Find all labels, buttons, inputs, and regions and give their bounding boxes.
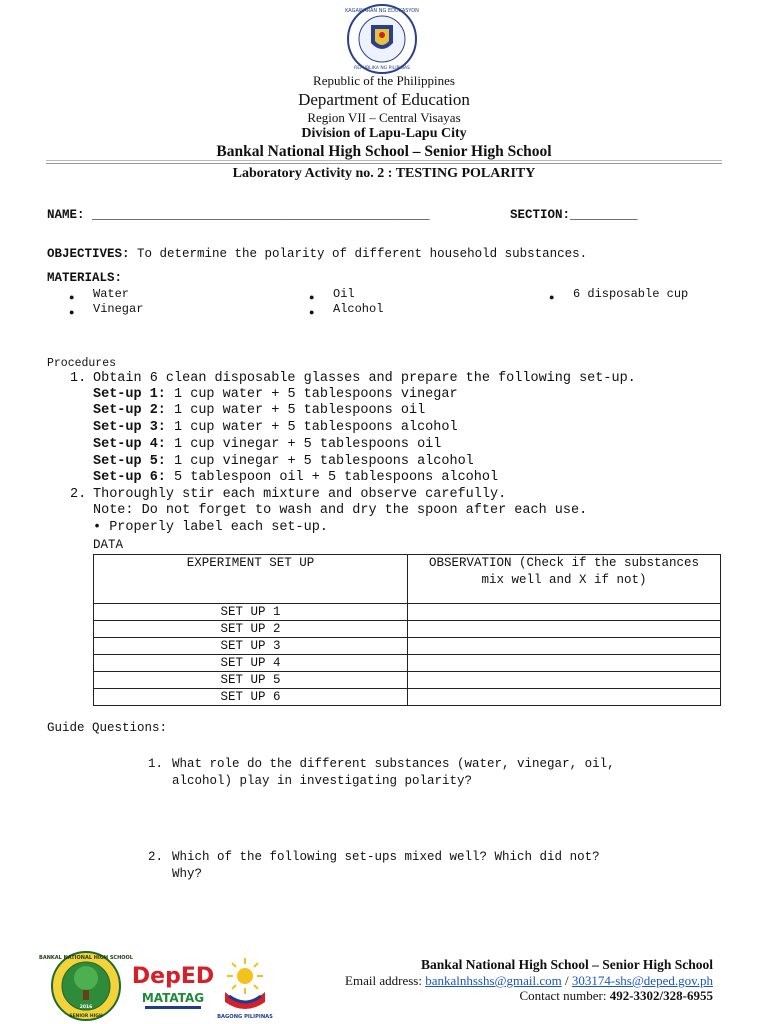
table-cell-setup: SET UP 3 [94,638,408,655]
material-item: 6 disposable cup [573,287,689,301]
svg-text:BANKAL NATIONAL HIGH SCHOOL: BANKAL NATIONAL HIGH SCHOOL [39,955,133,961]
data-label: DATA [93,538,124,552]
svg-text:BAGONG PILIPINAS: BAGONG PILIPINAS [217,1014,273,1020]
table-cell-observation[interactable] [408,689,721,706]
materials-label: MATERIALS: [47,271,123,285]
email-link-gmail[interactable]: bankalnhsshs@gmail.com [425,973,562,988]
procedures-label: Procedures [47,357,117,370]
question-1-line1: What role do the different substances (water, vinegar, oil, [172,757,615,771]
setup-label: Set-up 5: [93,454,166,469]
name-field[interactable] [47,208,430,222]
bullet-icon: ● [309,292,315,302]
department-line: Department of Education [298,90,470,109]
header-divider-second [46,163,722,164]
guide-questions-label: Guide Questions: [47,721,168,735]
material-item: Alcohol [333,302,384,316]
header-divider [46,160,722,161]
svg-text:KAGAWARAN NG EDUKASYON: KAGAWARAN NG EDUKASYON [345,8,419,14]
bullet-icon: ● [69,292,75,302]
table-header-row [94,555,721,604]
setup-label: Set-up 3: [93,420,166,435]
region-line: Region VII – Central Visayas [307,110,461,125]
table-row [94,638,721,655]
republic-line: Republic of the Philippines [313,73,455,88]
table-cell-observation[interactable] [408,621,721,638]
setup-text: 1 cup water + 5 tablespoons alcohol [165,420,458,435]
email-separator: / [561,973,572,988]
table-cell-setup: SET UP 2 [94,621,408,638]
table-row [94,689,721,706]
setup-line [93,387,458,404]
setup-line [93,454,474,471]
table-cell-setup: SET UP 5 [94,672,408,689]
table-row [94,604,721,621]
activity-title: Laboratory Activity no. 2 : TESTING POLARITY [232,166,536,181]
svg-text:REPUBLIKA NG PILIPINAS: REPUBLIKA NG PILIPINAS [354,66,410,71]
svg-text:DepED: DepED [131,964,215,989]
deped-seal-logo [339,3,425,75]
material-item: Vinegar [93,302,144,316]
table-row [94,655,721,672]
name-label: NAME: [47,208,85,222]
setup-text: 5 tablespoon oil + 5 tablespoons alcohol [165,470,499,485]
step-number: 2. [70,487,87,502]
data-table [93,554,721,706]
email-label: Email address: [345,973,426,988]
table-cell-observation[interactable] [408,655,721,672]
footer-school-name: Bankal National High School – Senior High School [421,957,713,972]
section-label: SECTION: [510,208,571,222]
table-header-setup: EXPERIMENT SET UP [94,555,408,604]
footer-contact-line [519,988,713,1004]
school-name: Bankal National High School – Senior High School [216,143,552,160]
objectives-text: To determine the polarity of different household substances. [129,247,588,261]
contact-label: Contact number: [519,988,610,1003]
setup-line [93,420,458,437]
step-1-text: Obtain 6 clean disposable glasses and prepare the following set-up. [93,371,636,386]
table-cell-setup: SET UP 6 [94,689,408,706]
setup-text: 1 cup vinegar + 5 tablespoons oil [165,437,442,452]
question-number: 2. [148,850,164,864]
name-blank: _____________________________________________ [92,208,430,222]
table-cell-setup: SET UP 4 [94,655,408,672]
setup-label: Set-up 4: [93,437,166,452]
setup-text: 1 cup water + 5 tablespoons oil [165,403,426,418]
question-1-line2: alcohol) play in investigating polarity? [172,774,473,788]
table-row [94,621,721,638]
table-cell-observation[interactable] [408,638,721,655]
table-cell-setup: SET UP 1 [94,604,408,621]
setup-label: Set-up 6: [93,470,166,485]
setup-line [93,470,498,487]
svg-text:2016: 2016 [79,1005,93,1010]
bullet-icon: ● [549,292,555,302]
section-field[interactable] [510,208,638,222]
setup-text: 1 cup water + 5 tablespoons vinegar [165,387,458,402]
footer-email-line [345,973,713,989]
label-note: • Properly label each set-up. [93,520,328,535]
section-blank: _________ [570,208,638,222]
material-item: Water [93,287,130,301]
school-logo [39,950,133,1022]
step-2-text: Thoroughly stir each mixture and observe carefully. [93,487,507,502]
table-row [94,672,721,689]
deped-matatag-logo [131,957,215,1013]
bullet-icon: ● [309,307,315,317]
question-number: 1. [148,757,164,771]
setup-label: Set-up 1: [93,387,166,402]
question-2-line1: Which of the following set-ups mixed well? Which did not? [172,850,600,864]
email-link-deped[interactable]: 303174-shs@deped.gov.ph [571,973,713,988]
svg-text:SENIOR HIGH: SENIOR HIGH [69,1014,103,1019]
setup-line [93,437,441,454]
setup-text: 1 cup vinegar + 5 tablespoons alcohol [165,454,474,469]
contact-number: 492-3302/328-6955 [609,988,713,1003]
table-header-observation: OBSERVATION (Check if the substances mix well and X if not) [408,555,721,604]
objectives-label: OBJECTIVES: [47,247,130,261]
setup-line [93,403,425,420]
material-item: Oil [333,287,355,301]
bullet-icon: ● [69,307,75,317]
division-line: Division of Lapu-Lapu City [301,126,467,141]
question-2-line2: Why? [172,867,203,881]
svg-text:MATATAG: MATATAG [141,991,205,1005]
bagong-pilipinas-logo [215,950,275,1020]
setup-label: Set-up 2: [93,403,166,418]
table-cell-observation[interactable] [408,604,721,621]
objectives [47,247,587,261]
note-text: Note: Do not forget to wash and dry the spoon after each use. [93,503,588,518]
step-number: 1. [70,371,87,386]
table-cell-observation[interactable] [408,672,721,689]
